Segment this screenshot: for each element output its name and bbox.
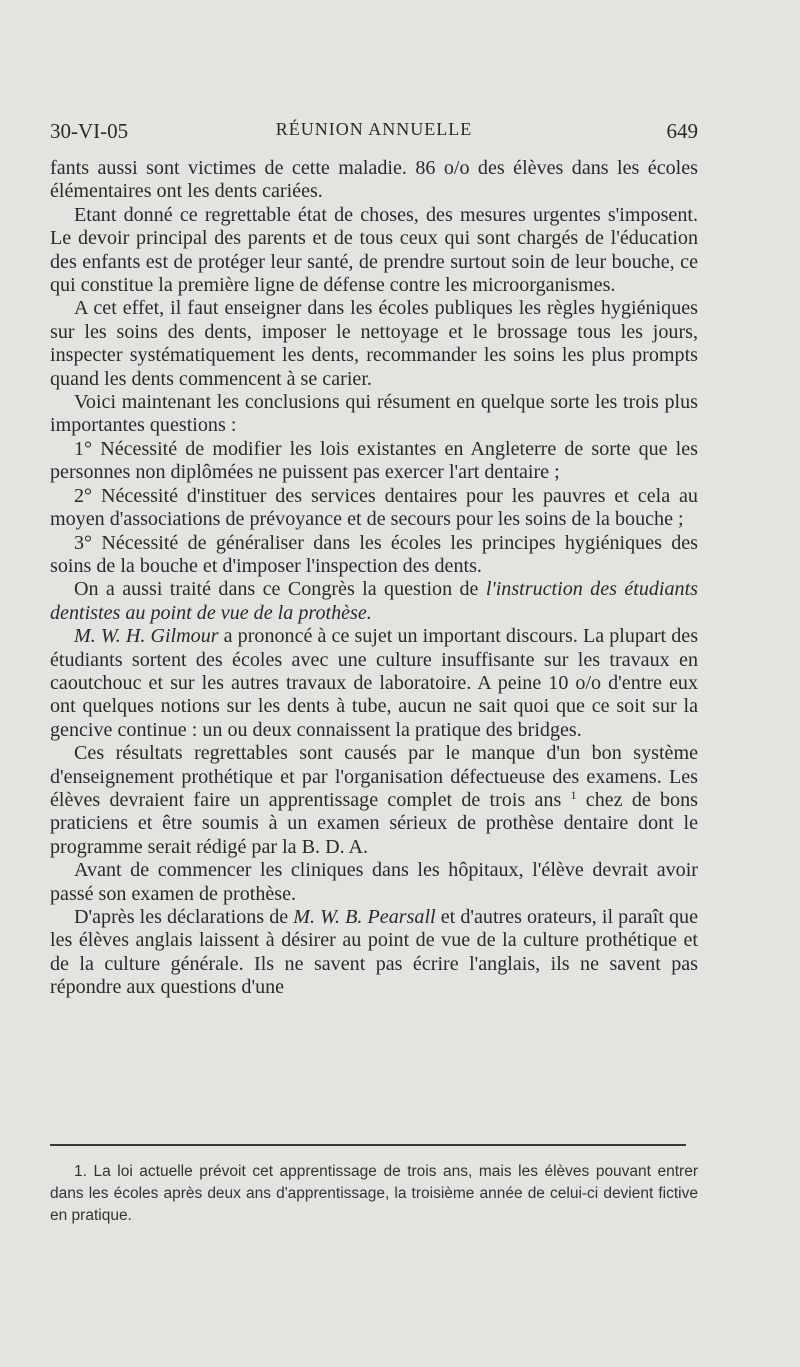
list-marker: 3° — [74, 531, 93, 554]
list-item — [50, 532, 698, 579]
italic-speaker: M. W. H. Gilmour — [74, 625, 219, 648]
footnote-ref: 1 — [570, 787, 577, 802]
paragraph: M. W. H. Gilmour a prononcé à ce sujet un important discours. La plupart des étudiants sortent des écoles avec une culture insuffisante sur les travaux en caoutchouc et sur les autres travaux de laboratoire. A peine 10 o/o d'entre eux ont quelques notions sur les dents à tube, aucun ne sait quoi que ce soit sur la gencive continue : un ou deux connaissent la pratique des bridges. — [50, 625, 699, 741]
paragraph: Avant de commencer les cliniques dans les hôpitaux, l'élève devrait avoir passé son examen de prothèse. — [50, 859, 698, 905]
list-text: Nécessité d'instituer des services dentaires pour les pauvres et cela au moyen d'associations de prévoyance et de secours pour les soins de la bouche ; — [50, 484, 698, 531]
list-marker: 1° — [74, 437, 93, 460]
paragraph: Etant donné ce regrettable état de choses, des mesures urgentes s'imposent. Le devoir principal des parents et de tous ceux qui sont chargés de l'éducation des enfants est de protéger leur santé, de prendre surtout soin de leur bouche, ce qui constitue la première ligne de défense contre les microorganismes. — [50, 203, 698, 297]
page-body — [50, 157, 698, 1000]
running-header — [50, 119, 698, 149]
paragraph: Ces résultats regrettables sont causés par le manque d'un bon système d'enseignement prothétique et par l'organisation défectueuse des examens. Les élèves devraient faire un apprentissage complet de trois ans $^1$ chez de bons praticiens et être soumis à un examen sérieux de prothèse dentaire dont le programme serait rédigé par la B. D. A. — [50, 742, 698, 858]
list-marker: 2° — [74, 484, 93, 507]
paragraph: On a aussi traité dans ce Congrès la question de l'instruction des étudiants dentistes au point de vue de la prothèse. — [50, 578, 698, 624]
paragraph: fants aussi sont victimes de cette maladie. 86 o/o des élèves dans les écoles élémentaires ont les dents cariées. — [50, 157, 698, 203]
page-number: 649 — [666, 119, 698, 143]
footnote — [50, 1161, 698, 1227]
list-item — [50, 485, 698, 532]
list-text: Nécessité de modifier les lois existantes en Angleterre de sorte que les personnes non diplômées ne puissent pas exercer l'art dentaire ; — [50, 437, 698, 484]
italic-speaker: M. W. B. Pearsall — [293, 906, 436, 928]
header-title: RÉUNION ANNUELLE — [275, 119, 473, 139]
footnote-text: La loi actuelle prévoit cet apprentissage de trois ans, mais les élèves pouvant entrer dans les écoles après deux ans d'apprentissage, la troisième année de celui-ci devient fictive en pratique. — [50, 1163, 699, 1224]
list-item — [50, 438, 698, 485]
footnote-divider — [50, 1144, 686, 1146]
paragraph: Voici maintenant les conclusions qui résument en quelque sorte les trois plus importantes questions : — [50, 391, 698, 437]
italic-topic: l'instruction des étudiants dentistes au point de vue de la prothèse. — [50, 578, 698, 624]
paragraph: A cet effet, il faut enseigner dans les écoles publiques les règles hygiéniques sur les soins des dents, imposer le nettoyage et le brossage tous les jours, inspecter systématiquement les dents, recommander les soins les plus prompts quand les dents commencent à se carier. — [50, 297, 698, 390]
list-text: Nécessité de généraliser dans les écoles les principes hygiéniques des soins de la bouche et d'imposer l'inspection des dents. — [50, 531, 698, 577]
paragraph: D'après les déclarations de M. W. B. Pearsall et d'autres orateurs, il paraît que les élèves anglais laissent à désirer au point de vue de la culture prothétique et de la culture générale. Ils ne savent pas écrire l'anglais, ils ne savent pas répondre aux questions d'une — [50, 906, 698, 999]
footnote-number: 1. — [74, 1163, 87, 1180]
header-date: 30-VI-05 — [50, 119, 129, 143]
